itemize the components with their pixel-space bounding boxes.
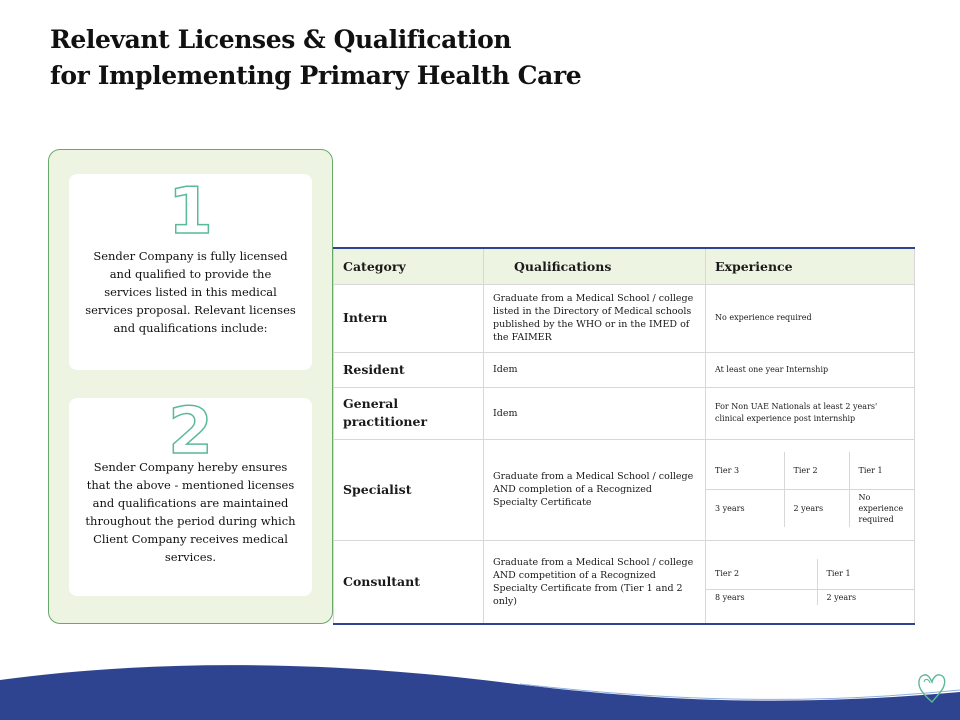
cell-category: General practitioner: [334, 387, 484, 439]
cell-qualifications: Graduate from a Medical School / college listed in the Directory of Medical schools published by the WHO or in the IMED of the FAIMER: [484, 284, 706, 352]
cell-qualifications: Idem: [484, 387, 706, 439]
cell-experience: No experience required: [706, 284, 915, 352]
cell-experience: At least one year Internship: [706, 352, 915, 387]
licenses-panel: [48, 149, 333, 624]
tier-row: [706, 559, 915, 590]
tier-value: 2 years: [817, 590, 915, 606]
step-number-1: 1: [168, 175, 213, 249]
table-row-resident: [334, 352, 915, 387]
cell-experience-tiers: [706, 439, 915, 540]
table-row-specialist: [334, 439, 915, 540]
license-card-1-text: Sender Company is fully licensed and qualified to provide the services listed in this medical services proposal. Relevant licenses and qualifications include:: [85, 249, 296, 335]
cell-qualifications: Graduate from a Medical School / college AND competition of a Recognized Specialty Certificate from (Tier 1 and 2 only): [484, 540, 706, 624]
table-row-general-practitioner: [334, 387, 915, 439]
tier-value: No experience required: [849, 489, 915, 527]
footer-wave: [0, 650, 960, 720]
license-card-1: [69, 174, 312, 370]
tier-value: 3 years: [706, 489, 784, 527]
tier-label: Tier 2: [784, 452, 849, 489]
header-category: Category: [334, 248, 484, 284]
tier-label: Tier 1: [817, 559, 915, 590]
table-header-row: [334, 248, 915, 284]
license-card-2-text: Sender Company hereby ensures that the above - mentioned licenses and qualifications are maintained throughout the period during which Client Company receives medical services.: [85, 460, 296, 564]
cell-category: Intern: [334, 284, 484, 352]
step-number-2: 2: [168, 395, 213, 469]
tier-value: 8 years: [706, 590, 817, 606]
cell-qualifications: Graduate from a Medical School / college AND completion of a Recognized Specialty Certificate: [484, 439, 706, 540]
qualifications-table: [333, 247, 915, 625]
cell-experience-tiers: [706, 540, 915, 624]
tier-value-row: [706, 590, 915, 606]
title-line-1: Relevant Licenses & Qualification: [50, 25, 512, 54]
header-experience: Experience: [706, 248, 915, 284]
table-row-consultant: [334, 540, 915, 624]
consultant-tier-table: [706, 559, 915, 606]
cell-qualifications: Idem: [484, 352, 706, 387]
specialist-tier-table: [706, 452, 915, 527]
header-qualifications: Qualifications: [484, 248, 706, 284]
cell-category: Specialist: [334, 439, 484, 540]
tier-label: Tier 3: [706, 452, 784, 489]
tier-label: Tier 2: [706, 559, 817, 590]
heart-outline-icon: [915, 668, 949, 706]
tier-value-row: [706, 489, 915, 527]
table-row-intern: [334, 284, 915, 352]
tier-row: [706, 452, 915, 489]
page-title: [50, 22, 870, 94]
tier-value: 2 years: [784, 489, 849, 527]
tier-label: Tier 1: [849, 452, 915, 489]
title-line-2: for Implementing Primary Health Care: [50, 61, 582, 90]
cell-category: Resident: [334, 352, 484, 387]
license-card-2: [69, 395, 312, 596]
cell-experience: For Non UAE Nationals at least 2 years' clinical experience post internship: [706, 387, 915, 439]
cell-category: Consultant: [334, 540, 484, 624]
